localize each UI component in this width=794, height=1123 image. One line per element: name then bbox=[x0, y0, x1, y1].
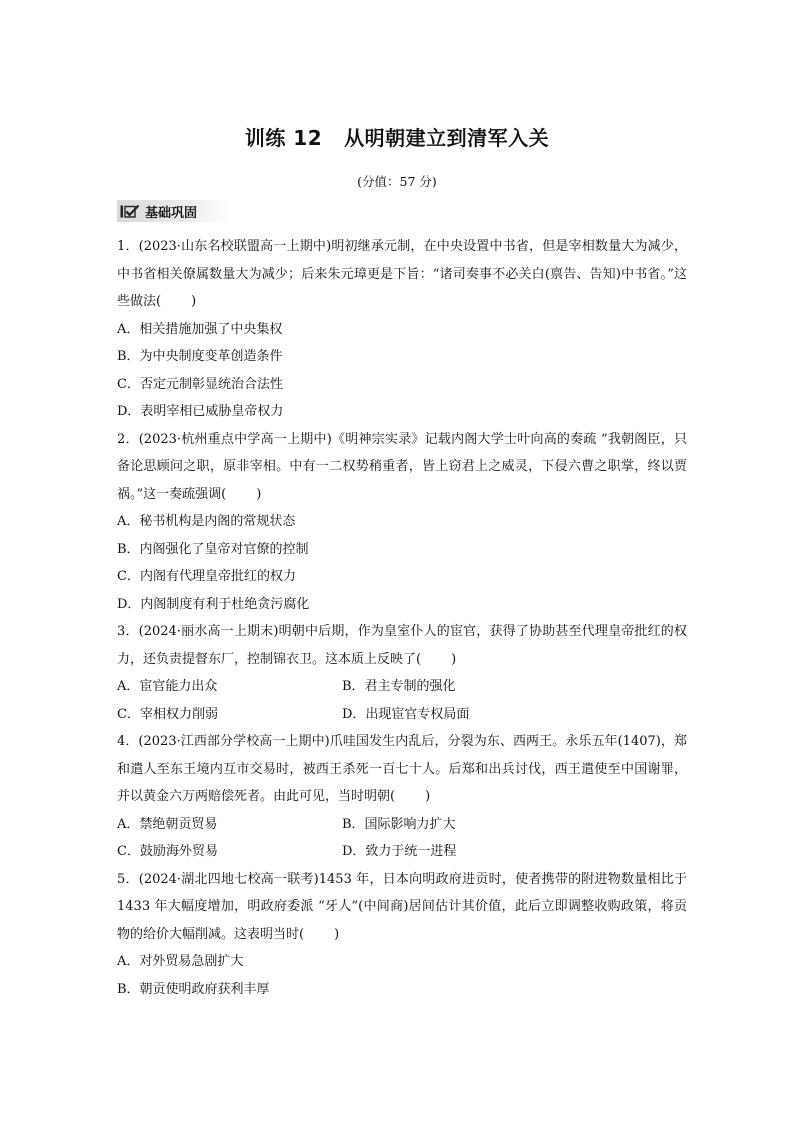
option-b: B．国际影响力扩大 bbox=[342, 816, 456, 832]
question-5 bbox=[117, 866, 687, 1004]
title-number: 训练 12 bbox=[244, 126, 323, 150]
question-stem: 3．(2024·丽水高一上期末)明朝中后期，作为皇室仆人的宦官，获得了协助甚至代理皇帝批红的权力，还负责提督东厂，控制锦衣卫。这本质上反映了( ) bbox=[117, 624, 687, 667]
question-list bbox=[117, 233, 687, 1003]
option-a: A．宦官能力出众 bbox=[117, 679, 218, 694]
option-row bbox=[117, 838, 687, 866]
title-text: 从明朝建立到清军入关 bbox=[344, 126, 550, 150]
option-row bbox=[117, 811, 687, 839]
question-stem: 1．(2023·山东名校联盟高一上期中)明初继承元制，在中央设置中书省，但是宰相数量大为减少，中书省相关僚属数量大为减少；后来朱元璋更是下旨：“诸司奏事不必关白(禀告、告知)中书省。”这些做法( ) bbox=[117, 239, 687, 309]
option-b: B．为中央制度变革创造条件 bbox=[117, 349, 283, 364]
option-d: D．内阁制度有利于杜绝贪污腐化 bbox=[117, 596, 310, 612]
option-a: A．秘书机构是内阁的常规状态 bbox=[117, 514, 296, 529]
question-stem: 2．(2023·杭州重点中学高一上期中)《明神宗实录》记载内阁大学士叶向高的奏疏 “我朝阁臣，只备论思顾问之职，原非宰相。中有一二权势稍重者，皆上窃君上之威灵，下侵六曹之职掌，终以贾祸。”这一奏疏强调( ) bbox=[117, 431, 687, 502]
option-b: B．君主专制的强化 bbox=[342, 679, 456, 694]
section-label: 基础巩固 bbox=[145, 205, 198, 221]
option-d: D．表明宰相已威胁皇帝权力 bbox=[117, 404, 284, 419]
question-stem: 4．(2023·江西部分学校高一上期中)爪哇国发生内乱后，分裂为东、西两王。永乐五年(1407)，郑和遣人至东王境内互市交易时，被西王杀死一百七十人。后郑和出兵讨伐，西王遣使至中国谢罪，并以黄金六万两赔偿死者。由此可见，当时明朝( ) bbox=[117, 734, 687, 804]
option-c: C．鼓励海外贸易 bbox=[117, 844, 218, 859]
question-4 bbox=[117, 728, 687, 866]
option-b: B．内阁强化了皇帝对官僚的控制 bbox=[117, 541, 309, 557]
option-d: D．出现宦官专权局面 bbox=[342, 706, 470, 722]
score-note: (分值：57 分) bbox=[357, 174, 437, 189]
option-d: D．致力于统一进程 bbox=[342, 844, 457, 859]
question-stem: 5．(2024·湖北四地七校高一联考)1453 年，日本向明政府进贡时，使者携带的附进物数量相比于 1433 年大幅度增加，明政府委派 “牙人”(中间商)居间估计其价值，此后立即调整收购政策，将贡物的给价大幅削减。这表明当时( ) bbox=[117, 871, 687, 942]
option-a: A．对外贸易急剧扩大 bbox=[117, 954, 244, 969]
option-row bbox=[117, 673, 687, 701]
option-row bbox=[117, 701, 687, 729]
page-title bbox=[0, 122, 794, 151]
section-header bbox=[117, 200, 229, 222]
option-a: A．相关措施加强了中央集权 bbox=[117, 321, 283, 337]
option-a: A．禁绝朝贡贸易 bbox=[117, 816, 218, 832]
question-2 bbox=[117, 426, 687, 619]
option-b: B．朝贡使明政府获利丰厚 bbox=[117, 981, 270, 997]
option-c: C．宰相权力削弱 bbox=[117, 706, 218, 722]
question-3 bbox=[117, 618, 687, 728]
option-c: C．否定元制彰显统治合法性 bbox=[117, 376, 283, 392]
checkbox-check-icon bbox=[120, 204, 140, 219]
option-c: C．内阁有代理皇帝批红的权力 bbox=[117, 569, 296, 584]
question-1 bbox=[117, 233, 687, 426]
